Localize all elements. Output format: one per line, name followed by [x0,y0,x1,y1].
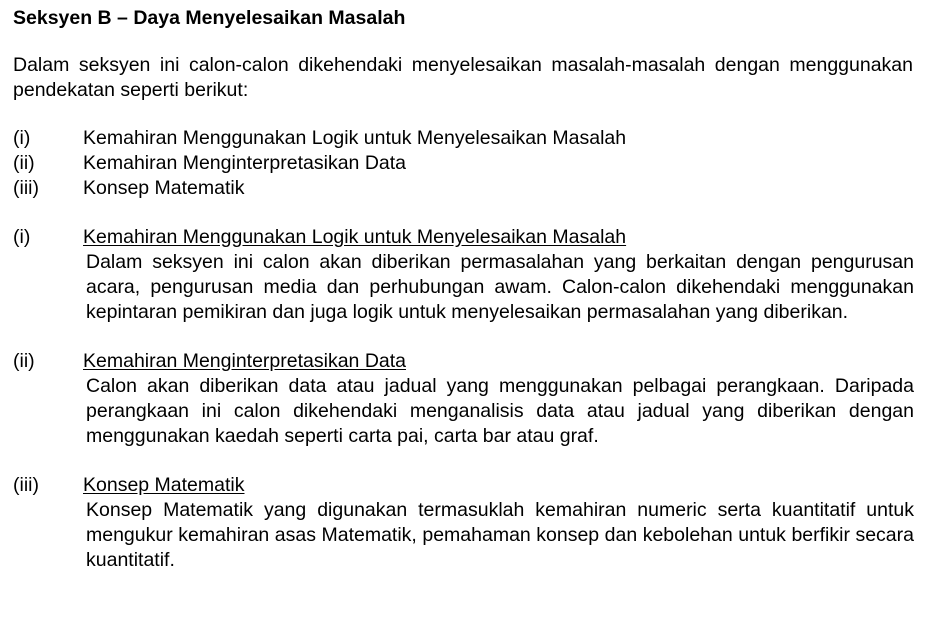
intro-paragraph: Dalam seksyen ini calon-calon dikehendaki menyelesaikan masalah-masalah dengan menggunakan pendekatan seperti berikut: [13,54,913,101]
section-header [13,349,915,374]
section-header [13,473,915,498]
section-number: (ii) [13,350,35,372]
list-item-label: Kemahiran Menggunakan Logik untuk Menyelesaikan Masalah [83,127,627,149]
section-body: Konsep Matematik yang digunakan termasuklah kemahiran numeric serta kuantitatif untuk mengukur kemahiran asas Matematik, pemahaman konsep dan kebolehan untuk berfikir secara kuantitatif. [86,499,914,571]
section-number: (i) [13,226,31,248]
list-item-label: Kemahiran Menginterpretasikan Data [83,152,407,174]
section-body: Dalam seksyen ini calon akan diberikan permasalahan yang berkaitan dengan pengurusan acara, pengurusan media dan perhubungan awam. Calon-calon dikehendaki menggunakan kepintaran pemikiran dan juga logik untuk menyelesaikan permasalahan yang diberikan. [86,251,914,323]
list-item [13,176,915,201]
list-item-number: (ii) [13,152,35,174]
section-number: (iii) [13,474,39,496]
list-item-number: (iii) [13,177,39,199]
section-math [13,473,915,573]
section-heading: Kemahiran Menggunakan Logik untuk Menyelesaikan Masalah [83,226,627,248]
list-item [13,151,915,176]
section-logic [13,225,915,325]
list-item [13,126,915,151]
section-data [13,349,915,449]
list-item-label: Konsep Matematik [83,177,245,199]
approach-list [13,126,915,201]
list-item-number: (i) [13,127,31,149]
section-title: Seksyen B – Daya Menyelesaikan Masalah [13,7,406,29]
section-body: Calon akan diberikan data atau jadual yang menggunakan pelbagai perangkaan. Daripada perangkaan ini calon dikehendaki menganalisis data atau jadual yang diberikan dengan menggunakan kaedah seperti carta pai, carta bar atau graf. [86,375,914,447]
section-heading: Kemahiran Menginterpretasikan Data [83,350,407,372]
section-heading: Konsep Matematik [83,474,245,496]
section-header [13,225,915,250]
